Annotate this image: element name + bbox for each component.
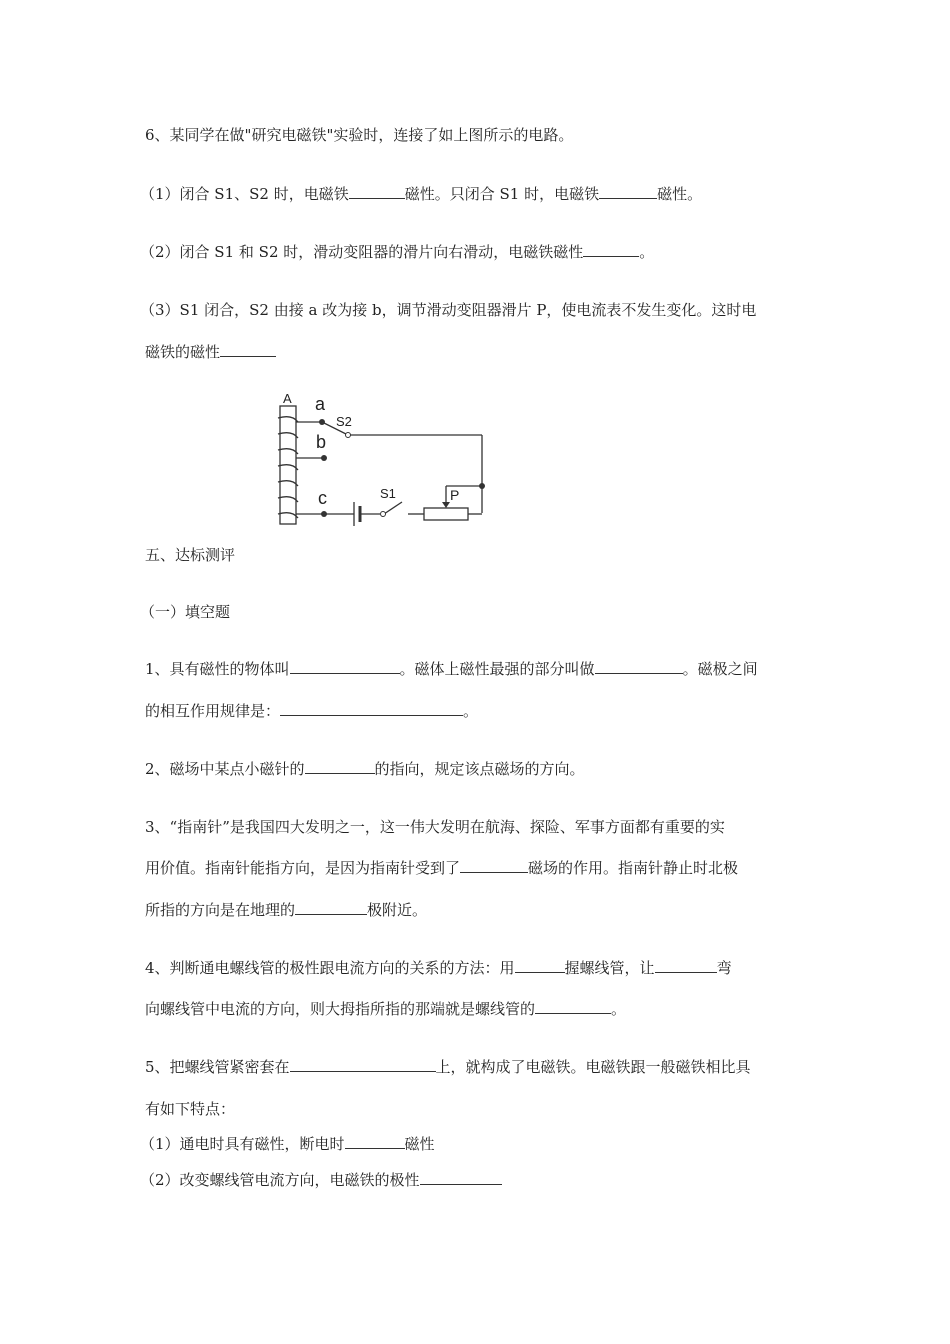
q6-part1 [140, 184, 702, 204]
q6-part3-text-a: （3）S1 闭合，S2 由接 a 改为接 b，调节滑动变阻器滑片 P，使电流表不发生变化。这时电 [140, 301, 757, 319]
fill-q2-blank[interactable] [305, 759, 375, 774]
fill-q4-text-e: 。 [611, 1000, 627, 1018]
q6-part3-blank[interactable] [220, 342, 276, 357]
q6-part1-text-c: 磁性。 [657, 185, 703, 203]
fill-q2 [145, 759, 585, 779]
fill-q1-text-e: 。 [463, 702, 479, 720]
fill-q2-text-b: 的指向，规定该点磁场的方向。 [374, 760, 585, 778]
label-s2: S2 [336, 414, 352, 429]
section-subtitle [140, 602, 230, 622]
fill-q3-text-a: 3、“指南针”是我国四大发明之一，这一伟大发明在航海、探险、军事方面都有重要的实 [145, 818, 725, 836]
terminal-b [321, 455, 327, 461]
fill-q4-text-b: 握螺线管，让 [564, 959, 655, 977]
q6-part2 [140, 242, 654, 262]
fill-q3-text-b: 用价值。指南针能指方向，是因为指南针受到了 [145, 859, 461, 877]
fill-q2-text-a: 2、磁场中某点小磁针的 [145, 760, 305, 778]
fill-q1-text-d: 的相互作用规律是： [145, 702, 281, 720]
q6-part1-text-b: 磁性。只闭合 S1 时，电磁铁 [404, 185, 600, 203]
fill-q1-text-a: 1、具有磁性的物体叫 [145, 660, 290, 678]
coil [278, 417, 298, 518]
fill-q4-blank-1[interactable] [515, 958, 565, 973]
circuit-diagram [268, 388, 498, 530]
fill-q3-text-e: 极附近。 [367, 901, 428, 919]
fill-q4 [145, 958, 732, 978]
fill-q1-text-b: 。磁体上磁性最强的部分叫做 [399, 660, 595, 678]
fill-q5-blank-1[interactable] [290, 1057, 436, 1072]
fill-q1-text-c: 。磁极之间 [682, 660, 758, 678]
q6-stem [145, 125, 573, 145]
fill-q5 [145, 1057, 751, 1077]
fill-q5-cont [145, 1099, 235, 1119]
fill-q5-feature-1 [140, 1134, 435, 1154]
fill-q1-blank-2[interactable] [595, 659, 683, 674]
q6-stem-text: 6、某同学在做"研究电磁铁"实验时，连接了如上图所示的电路。 [145, 126, 574, 144]
fill-q5-blank-2[interactable] [345, 1134, 405, 1149]
q6-part3-text-b: 磁铁的磁性 [145, 343, 221, 361]
fill-q4-blank-3[interactable] [535, 999, 611, 1014]
fill-q5-text-b: 上，就构成了电磁铁。电磁铁跟一般磁铁相比具 [435, 1058, 751, 1076]
q6-part3 [140, 300, 756, 320]
terminal-c [321, 511, 327, 517]
label-p: P [450, 487, 460, 503]
fill-q5-text-a: 5、把螺线管紧密套在 [145, 1058, 290, 1076]
label-s1: S1 [380, 486, 396, 501]
label-a-core: A [283, 391, 292, 406]
fill-q3-blank-2[interactable] [295, 900, 367, 915]
fill-q1-cont [145, 701, 478, 721]
slider-arrow [442, 502, 450, 508]
fill-q4-text-a: 4、判断通电螺线管的极性跟电流方向的关系的方法：用 [145, 959, 515, 977]
fill-q1 [145, 659, 758, 679]
fill-q3-blank-1[interactable] [460, 858, 528, 873]
section-title [145, 545, 235, 565]
fill-q4-blank-2[interactable] [655, 958, 717, 973]
fill-q3 [145, 817, 725, 837]
s1-pivot [381, 512, 386, 517]
fill-q5-feature-2 [140, 1170, 502, 1190]
section-subtitle-text: （一）填空题 [140, 603, 231, 621]
fill-q5-text-e: 磁性 [404, 1135, 435, 1153]
q6-part2-text-b: 。 [639, 243, 655, 261]
fill-q4-text-d: 向螺线管中电流的方向，则大拇指所指的那端就是螺线管的 [145, 1000, 536, 1018]
switch-s1-blade [384, 502, 402, 514]
fill-q5-text-f: （2）改变螺线管电流方向，电磁铁的极性 [140, 1171, 420, 1189]
fill-q3-cont2 [145, 900, 427, 920]
fill-q3-cont [145, 858, 738, 878]
label-a: a [315, 394, 326, 414]
q6-part2-blank[interactable] [583, 242, 639, 257]
junction-dot [479, 483, 485, 489]
q6-part1-text-a: （1）闭合 S1、S2 时，电磁铁 [140, 185, 349, 203]
fill-q1-blank-3[interactable] [280, 701, 463, 716]
fill-q5-text-c: 有如下特点： [145, 1100, 236, 1118]
s2-contact [346, 433, 351, 438]
fill-q5-text-d: （1）通电时具有磁性，断电时 [140, 1135, 345, 1153]
fill-q5-blank-3[interactable] [420, 1170, 502, 1185]
q6-part1-blank-2[interactable] [599, 184, 657, 199]
rheostat [424, 508, 468, 520]
label-b: b [316, 432, 327, 452]
fill-q4-cont [145, 999, 626, 1019]
section-title-text: 五、达标测评 [145, 546, 236, 564]
label-c: c [318, 488, 327, 508]
q6-part1-blank-1[interactable] [349, 184, 405, 199]
fill-q3-text-c: 磁场的作用。指南针静止时北极 [528, 859, 739, 877]
fill-q3-text-d: 所指的方向是在地理的 [145, 901, 296, 919]
terminal-a [319, 419, 325, 425]
fill-q4-text-c: 弯 [716, 959, 732, 977]
q6-part3-cont [145, 342, 276, 362]
q6-part2-text-a: （2）闭合 S1 和 S2 时，滑动变阻器的滑片向右滑动，电磁铁磁性 [140, 243, 584, 261]
fill-q1-blank-1[interactable] [290, 659, 400, 674]
